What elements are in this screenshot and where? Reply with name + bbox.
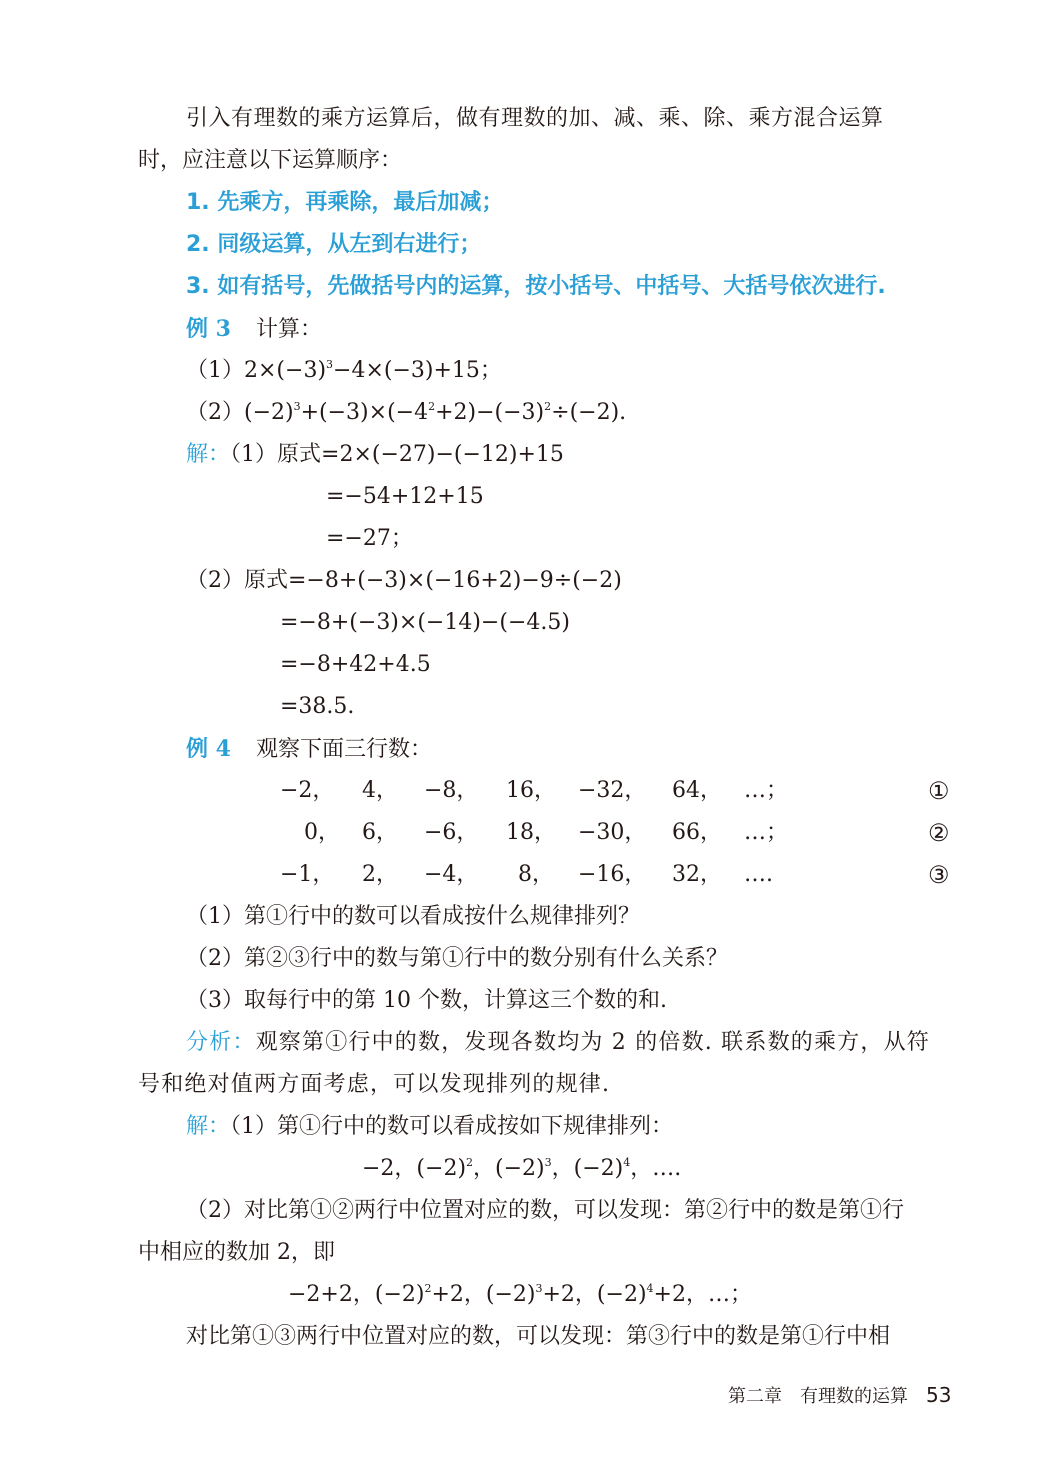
solution-3-line-1: [186, 440, 564, 470]
analysis-text: 观察第①行中的数，发现各数均为 2 的倍数. 联系数的乘方，从符: [255, 1030, 930, 1055]
solution-3-line-2: =−54+12+15: [326, 484, 484, 509]
solution-3-line-5: =−8+(−3)×(−14)−(−4.5): [280, 610, 570, 635]
expr-part: +2，(−2): [431, 1282, 536, 1307]
analysis-label: 分析：: [186, 1030, 256, 1055]
row-cell: −6，: [424, 820, 479, 845]
analysis-line-2: 号和绝对值两方面考虑，可以发现排列的规律.: [138, 1072, 611, 1097]
row-marker: ①: [928, 777, 950, 805]
exponent: 3: [544, 1156, 552, 1169]
expr-part: +2)−(−3): [435, 400, 545, 425]
example-3-label: 例 3: [186, 316, 231, 342]
solution-3-line-7: =38.5.: [280, 694, 355, 719]
example-3-question-2: [186, 398, 626, 428]
solution-3-line-6: =−8+42+4.5: [280, 652, 431, 677]
expr-part: ÷(−2).: [551, 400, 627, 425]
exponent: 3: [535, 1282, 543, 1295]
row-cell: 4，: [362, 778, 398, 803]
example-4-prompt: 观察下面三行数：: [255, 737, 432, 762]
rule-2: 2. 同级运算，从左到右进行；: [186, 232, 482, 257]
row-cell: 2，: [362, 862, 398, 887]
solution-step: （1）原式=2×(−27)−(−12)+15: [230, 442, 564, 467]
example-3-question-1: [186, 356, 502, 386]
row-cell: 64，: [672, 778, 722, 803]
row-cell: −4，: [424, 862, 479, 887]
expr-part: −2+2，(−2): [288, 1282, 425, 1307]
example-3-prompt: 计算：: [255, 317, 322, 342]
intro-line-2: 时，应注意以下运算顺序：: [138, 148, 403, 173]
chapter-title: 第二章 有理数的运算: [728, 1386, 908, 1407]
solution-4-line-4: 对比第①③两行中位置对应的数，可以发现：第③行中的数是第①行中相: [186, 1324, 891, 1349]
solution-label: 解：: [186, 442, 231, 467]
expr-part: ，(−2): [551, 1156, 624, 1181]
page-number: 53: [926, 1383, 952, 1407]
row-cell: 6，: [362, 820, 398, 845]
exponent: 2: [544, 400, 552, 413]
row-cell: 32，: [672, 862, 722, 887]
row-cell: 66，: [672, 820, 722, 845]
expr-part: （2）(−2): [186, 400, 294, 425]
exponent: 2: [424, 1282, 432, 1295]
example-4-heading: [186, 734, 432, 765]
example-4-question-3: （3）取每行中的第 10 个数，计算这三个数的和.: [186, 988, 667, 1013]
expr-part: +2，…；: [653, 1282, 752, 1307]
example-3-heading: [186, 314, 322, 345]
intro-line-1: 引入有理数的乘方运算后，做有理数的加、减、乘、除、乘方混合运算: [186, 106, 884, 131]
row-cell: −1，: [280, 862, 335, 887]
solution-4-line-3: 中相应的数加 2，即: [138, 1240, 335, 1265]
row-cell: 0，: [304, 820, 340, 845]
rule-3: 3. 如有括号，先做括号内的运算，按小括号、中括号、大括号依次进行.: [186, 274, 886, 299]
row-cell: 16，: [506, 778, 556, 803]
exponent: 3: [293, 400, 301, 413]
exponent: 4: [623, 1156, 631, 1169]
row-marker: ②: [928, 819, 950, 847]
solution-3-line-3: =−27；: [326, 526, 413, 551]
solution-text: （1）第①行中的数可以看成按如下规律排列：: [230, 1114, 674, 1139]
example-4-question-1: （1）第①行中的数可以看成按什么规律排列？: [186, 904, 640, 929]
row-cell: ….: [744, 862, 773, 887]
expr-part: +(−3)×(−4: [300, 400, 429, 425]
solution-3-line-4: （2）原式=−8+(−3)×(−16+2)−9÷(−2): [186, 568, 622, 593]
row-cell: −30，: [578, 820, 647, 845]
page-footer: [728, 1380, 951, 1412]
expr-part: +2，(−2): [542, 1282, 647, 1307]
exponent: 2: [466, 1156, 474, 1169]
expr-part: −2，(−2): [362, 1156, 467, 1181]
solution-label: 解：: [186, 1114, 231, 1139]
expr-part: ，….: [630, 1156, 682, 1181]
solution-4-line-2: （2）对比第①②两行中位置对应的数，可以发现：第②行中的数是第①行: [186, 1198, 904, 1223]
exponent: 2: [428, 400, 436, 413]
solution-4-line-1: [186, 1112, 673, 1142]
row-cell: −2，: [280, 778, 335, 803]
row-cell: −8，: [424, 778, 479, 803]
row-cell: …；: [744, 778, 789, 803]
formula-row-1: [362, 1154, 681, 1184]
example-4-question-2: （2）第②③行中的数与第①行中的数分别有什么关系？: [186, 946, 728, 971]
analysis-line-1: [186, 1028, 930, 1058]
example-4-label: 例 4: [186, 736, 231, 762]
exponent: 4: [646, 1282, 654, 1295]
row-cell: …；: [744, 820, 789, 845]
row-marker: ③: [928, 861, 950, 889]
row-cell: 8，: [518, 862, 554, 887]
expr-part: （1）2×(−3): [186, 358, 327, 383]
row-cell: 18，: [506, 820, 556, 845]
expr-part: ，(−2): [473, 1156, 545, 1181]
expr-part: −4×(−3)+15；: [333, 358, 502, 383]
rule-1: 1. 先乘方，再乘除，最后加减；: [186, 190, 504, 215]
formula-row-2: [288, 1280, 752, 1310]
exponent: 3: [326, 358, 334, 371]
row-cell: −16，: [578, 862, 647, 887]
row-cell: −32，: [578, 778, 647, 803]
